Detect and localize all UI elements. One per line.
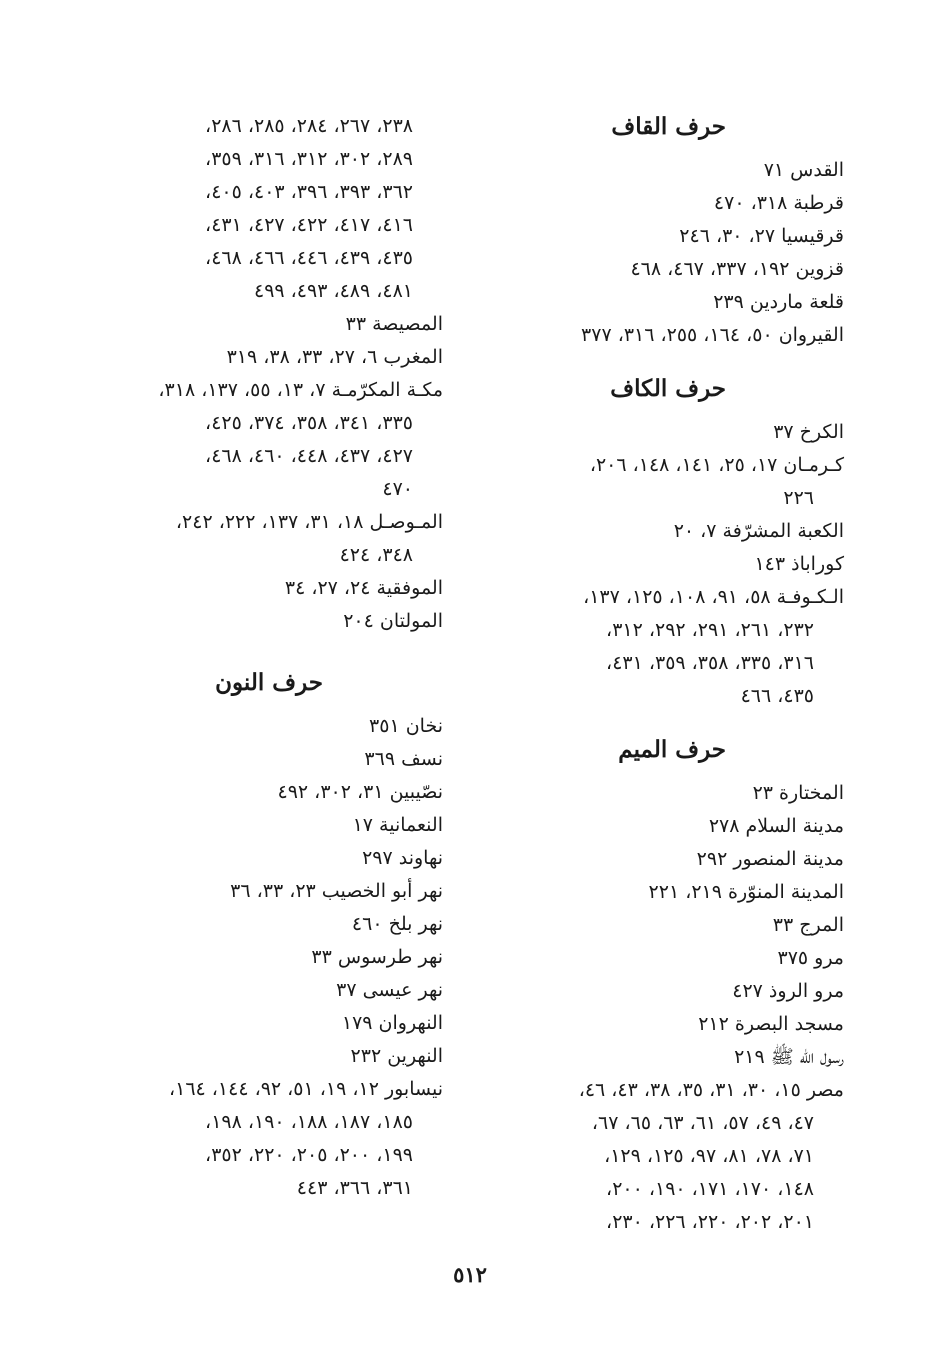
index-entry: قلعة ماردين ٢٣٩: [713, 291, 844, 313]
index-entry-continuation: ٤٣٥، ٤٣٩، ٤٤٦، ٤٦٦، ٤٦٨،: [205, 247, 413, 269]
index-entry-continuation: ٢٠١، ٢٠٢، ٢٢٠، ٢٢٦، ٢٣٠،: [606, 1211, 814, 1233]
index-entry: نهاوند ٢٩٧: [362, 847, 443, 869]
index-entry: المختارة ٢٣: [752, 782, 844, 804]
index-entry: الموفقية ٢٤، ٢٧، ٣٤: [284, 577, 443, 599]
index-entry: النهروان ١٧٩: [341, 1012, 443, 1034]
section-gap: [494, 352, 844, 372]
index-entry-continuation: ٢٣٢، ٢٦١، ٢٩١، ٢٩٢، ٣١٢،: [606, 619, 814, 641]
section-title-mim: حرف الميم: [618, 736, 726, 763]
index-entry-continuation: ٤٧٠: [382, 478, 413, 500]
index-entry-continuation: ٧١، ٧٨، ٨١، ٩٧، ١٢٥، ١٢٩،: [604, 1145, 814, 1167]
index-entry-continuation: ٢٨٩، ٣٠٢، ٣١٢، ٣١٦، ٣٥٩،: [205, 148, 413, 170]
index-entry: نهر أبو الخصيب ٢٣، ٣٣، ٣٦: [230, 880, 443, 902]
index-entry-continuation: ٣١٦، ٣٣٥، ٣٥٨، ٣٥٩، ٤٣١،: [606, 652, 814, 674]
index-entry-continuation: ٢٢٦: [783, 487, 814, 509]
index-entry: قزوين ١٩٢، ٣٣٧، ٤٦٧، ٤٦٨: [630, 258, 844, 280]
index-entry: نهر عيسى ٣٧: [336, 979, 443, 1001]
index-entry: مرو الروذ ٤٢٧: [732, 980, 844, 1002]
index-entry-continuation: ٤٧، ٤٩، ٥٧، ٦١، ٦٣، ٦٥، ٦٧،: [591, 1112, 814, 1134]
entry-list-continuation: [93, 110, 443, 308]
section-title-qaf: حرف القاف: [611, 113, 726, 140]
index-entry: القدس ٧١: [763, 159, 844, 181]
index-entry: المغرب ٦، ٢٧، ٣٣، ٣٨، ٣١٩: [226, 346, 443, 368]
index-entry-continuation: ٤١٦، ٤١٧، ٤٢٢، ٤٢٧، ٤٣١،: [205, 214, 413, 236]
index-entry: الكعبة المشرّفة ٧، ٢٠: [673, 520, 844, 542]
index-entry: مكـة المكرّمـة ٧، ١٣، ٥٥، ١٣٧، ٣١٨،: [158, 379, 443, 401]
index-entry: مصر ١٥، ٣٠، ٣١، ٣٥، ٣٨، ٤٣، ٤٦،: [578, 1079, 844, 1101]
index-entry: رسول الله ﷺ ٢١٩: [734, 1046, 844, 1068]
index-entry: المرج ٣٣: [772, 914, 844, 936]
index-entry-continuation: ١٤٨، ١٧٠، ١٧١، ١٩٠، ٢٠٠،: [606, 1178, 814, 1200]
index-entry: مدينة المنصور ٢٩٢: [696, 848, 844, 870]
section-gap: [93, 638, 443, 666]
entry-list-mim: [494, 777, 844, 1239]
index-entry-continuation: ١٨٥، ١٨٧، ١٨٨، ١٩٠، ١٩٨،: [205, 1111, 413, 1133]
index-entry: المـوصـل ١٨، ٣١، ١٣٧، ٢٢٢، ٢٤٢،: [175, 511, 443, 533]
section-title-kaf: حرف الكاف: [610, 375, 726, 402]
index-entry-continuation: ٣٦١، ٣٦٦، ٤٤٣: [296, 1177, 413, 1199]
index-entry: الكرخ ٣٧: [773, 421, 844, 443]
index-entry: كـرمـان ١٧، ٢٥، ١٤١، ١٤٨، ٢٠٦،: [589, 454, 844, 476]
index-entry: النعمانية ١٧: [352, 814, 443, 836]
index-entry: نيسابور ١٢، ١٩، ٥١، ٩٢، ١٤٤، ١٦٤،: [168, 1078, 443, 1100]
index-entry-continuation: ٤٢٧، ٤٣٧، ٤٤٨، ٤٦٠، ٤٦٨،: [205, 445, 413, 467]
index-entry: نخان ٣٥١: [369, 715, 443, 737]
index-entry: نصّيبين ٣١، ٣٠٢، ٤٩٢: [277, 781, 443, 803]
index-entry: مدينة السلام ٢٧٨: [708, 815, 844, 837]
index-entry: المصيصة ٣٣: [345, 313, 443, 335]
index-entry: مسجد البصرة ٢١٢: [698, 1013, 844, 1035]
index-entry: الـكـوفـة ٥٨، ٩١، ١٠٨، ١٢٥، ١٣٧،: [583, 586, 844, 608]
entry-list-qaf: [494, 154, 844, 352]
entry-list-nun: [93, 710, 443, 1205]
index-entry: كوراباذ ١٤٣: [754, 553, 844, 575]
index-entry: المدينة المنوّرة ٢١٩، ٢٢١: [648, 881, 844, 903]
index-entry-continuation: ١٩٩، ٢٠٠، ٢٠٥، ٢٢٠، ٣٥٢،: [205, 1144, 413, 1166]
index-entry-continuation: ٣٦٢، ٣٩٣، ٣٩٦، ٤٠٣، ٤٠٥،: [205, 181, 413, 203]
section-gap: [494, 713, 844, 733]
entry-list-kaf: [494, 416, 844, 713]
entry-list-mim-cont: [93, 308, 443, 638]
left-column: [93, 110, 443, 1205]
index-entry: النهرين ٢٣٢: [350, 1045, 443, 1067]
index-entry: نسف ٣٦٩: [364, 748, 443, 770]
section-title-nun: حرف النون: [215, 669, 323, 696]
index-entry: القيروان ٥٠، ١٦٤، ٢٥٥، ٣١٦، ٣٧٧: [581, 324, 844, 346]
index-entry: قرقيسيا ٢٧، ٣٠، ٢٤٦: [679, 225, 844, 247]
index-entry: نهر بلخ ٤٦٠: [351, 913, 443, 935]
index-entry-continuation: ٢٣٨، ٢٦٧، ٢٨٤، ٢٨٥، ٢٨٦،: [205, 115, 413, 137]
index-entry: نهر طرسوس ٣٣: [311, 946, 443, 968]
right-column: [494, 110, 844, 1239]
index-entry-continuation: ٣٣٥، ٣٤١، ٣٥٨، ٣٧٤، ٤٢٥،: [205, 412, 413, 434]
index-entry-continuation: ٣٤٨، ٤٢٤: [339, 544, 413, 566]
index-entry-continuation: ٤٨١، ٤٨٩، ٤٩٣، ٤٩٩: [253, 280, 413, 302]
index-entry: مرو ٣٧٥: [777, 947, 844, 969]
index-entry-continuation: ٤٣٥، ٤٦٦: [740, 685, 814, 707]
page-number: ٥١٢: [453, 1262, 487, 1287]
index-entry: المولتان ٢٠٤: [343, 610, 443, 632]
index-entry: قرطبة ٣١٨، ٤٧٠: [713, 192, 844, 214]
